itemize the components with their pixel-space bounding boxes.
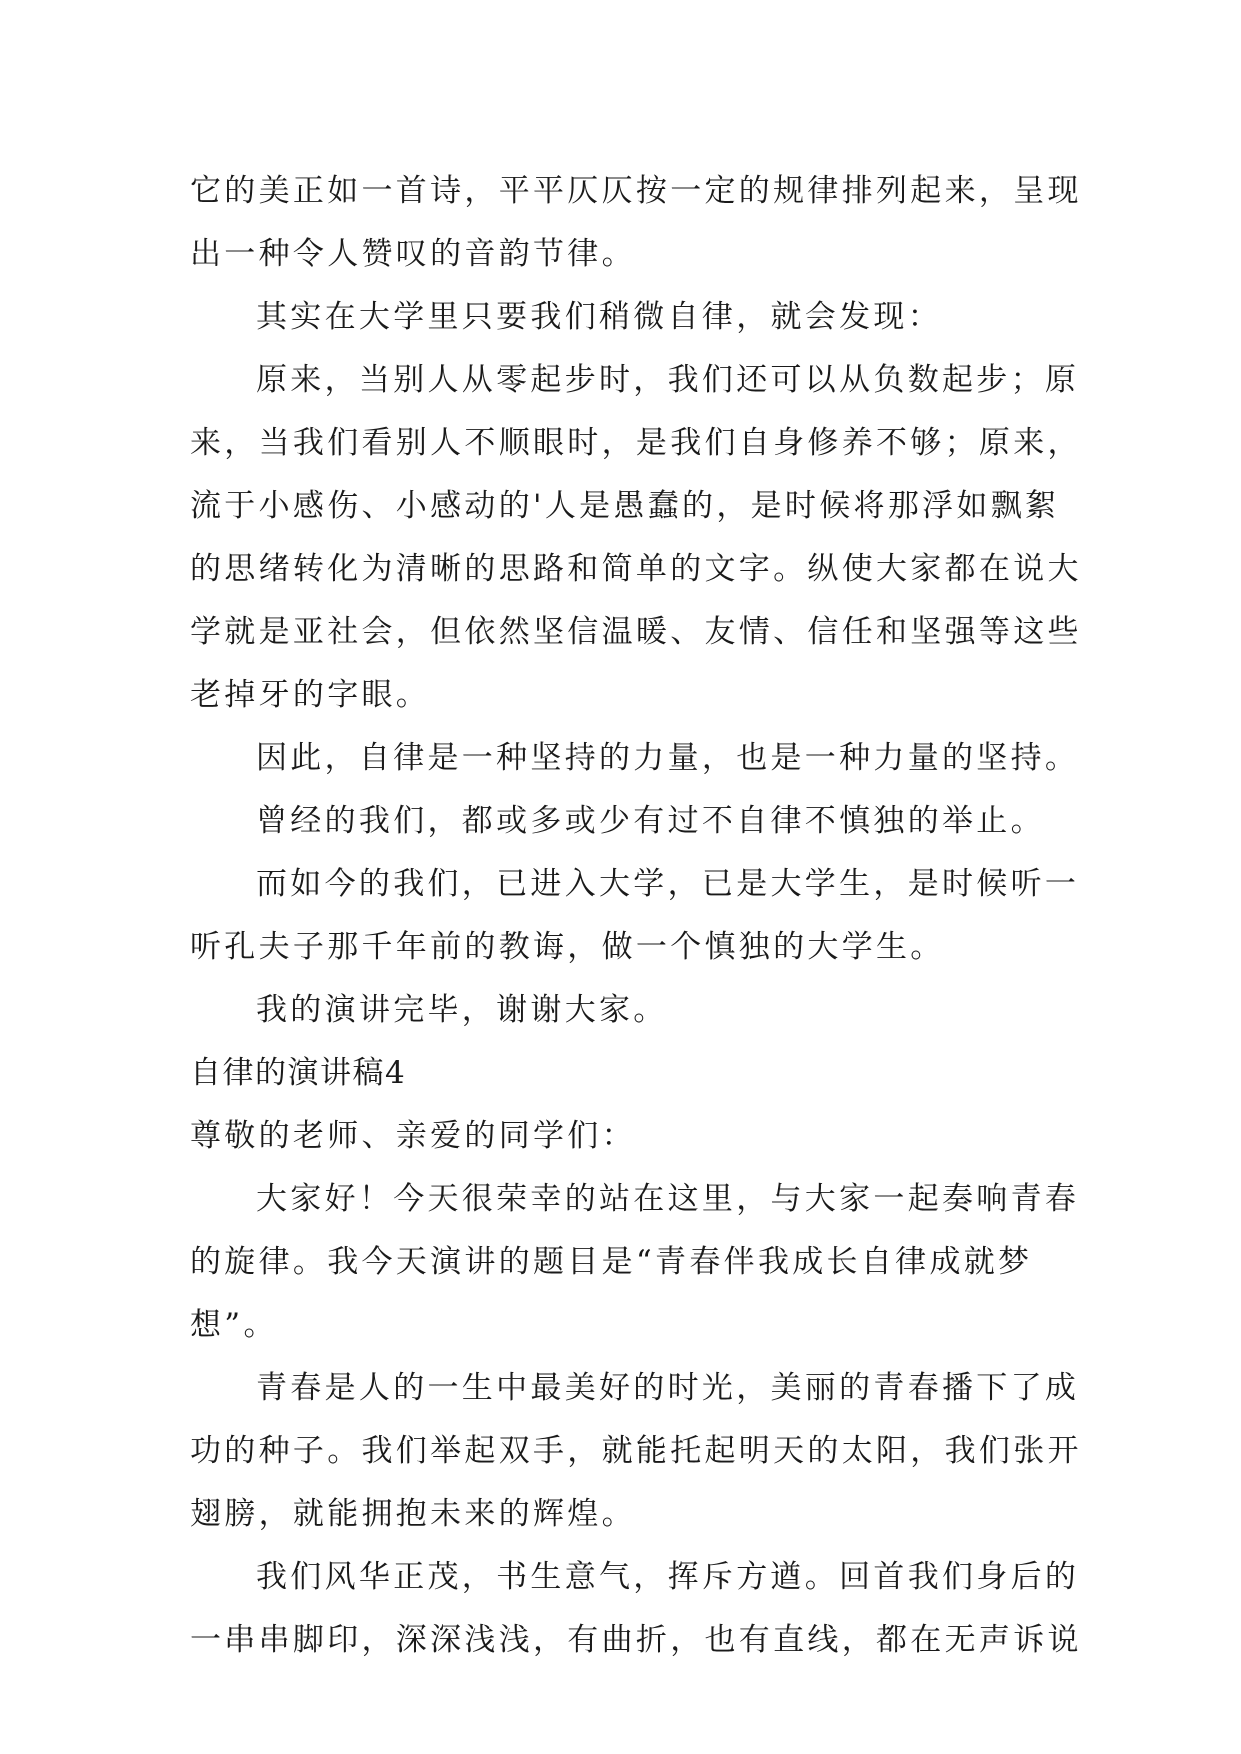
text-line: 老掉牙的字眼。 xyxy=(190,677,431,713)
text-line: 翅膀，就能拥抱未来的辉煌。 xyxy=(190,1496,636,1532)
text-line: 尊敬的老师、亲爱的同学们： xyxy=(190,1118,636,1154)
text-line: 来，当我们看别人不顺眼时，是我们自身修养不够；原来， xyxy=(190,425,1082,461)
text-line: 我们风华正茂，书生意气，挥斥方遒。回首我们身后的 xyxy=(256,1559,1080,1595)
text-line: 功的种子。我们举起双手，就能托起明天的太阳，我们张开 xyxy=(190,1433,1082,1469)
text-line: 其实在大学里只要我们稍微自律，就会发现： xyxy=(256,299,942,335)
text-line: 它的美正如一首诗，平平仄仄按一定的规律排列起来，呈现 xyxy=(190,173,1082,209)
document-body xyxy=(190,160,1082,1672)
text-line: 原来，当别人从零起步时，我们还可以从负数起步；原 xyxy=(256,362,1080,398)
text-line: 想”。 xyxy=(190,1307,278,1343)
text-line: 流于小感伤、小感动的'人是愚蠢的，是时候将那浮如飘絮 xyxy=(190,488,1060,524)
text-line: 我的演讲完毕，谢谢大家。 xyxy=(256,992,668,1028)
section-heading: 自律的演讲稿4 xyxy=(190,1055,407,1091)
text-line: 学就是亚社会，但依然坚信温暖、友情、信任和坚强等这些 xyxy=(190,614,1082,650)
text-line: 因此，自律是一种坚持的力量，也是一种力量的坚持。 xyxy=(256,740,1080,776)
text-line: 一串串脚印，深深浅浅，有曲折，也有直线，都在无声诉说 xyxy=(190,1622,1082,1658)
text-line: 出一种令人赞叹的音韵节律。 xyxy=(190,236,636,272)
text-line: 的旋律。我今天演讲的题目是“青春伴我成长自律成就梦 xyxy=(190,1244,1033,1280)
text-line: 青春是人的一生中最美好的时光，美丽的青春播下了成 xyxy=(256,1370,1080,1406)
text-line: 曾经的我们，都或多或少有过不自律不慎独的举止。 xyxy=(256,803,1045,839)
text-line: 听孔夫子那千年前的教诲，做一个慎独的大学生。 xyxy=(190,929,945,965)
text-line: 而如今的我们，已进入大学，已是大学生，是时候听一 xyxy=(256,866,1080,902)
text-line: 的思绪转化为清晰的思路和简单的文字。纵使大家都在说大 xyxy=(190,551,1082,587)
text-line: 大家好！今天很荣幸的站在这里，与大家一起奏响青春 xyxy=(256,1181,1080,1217)
